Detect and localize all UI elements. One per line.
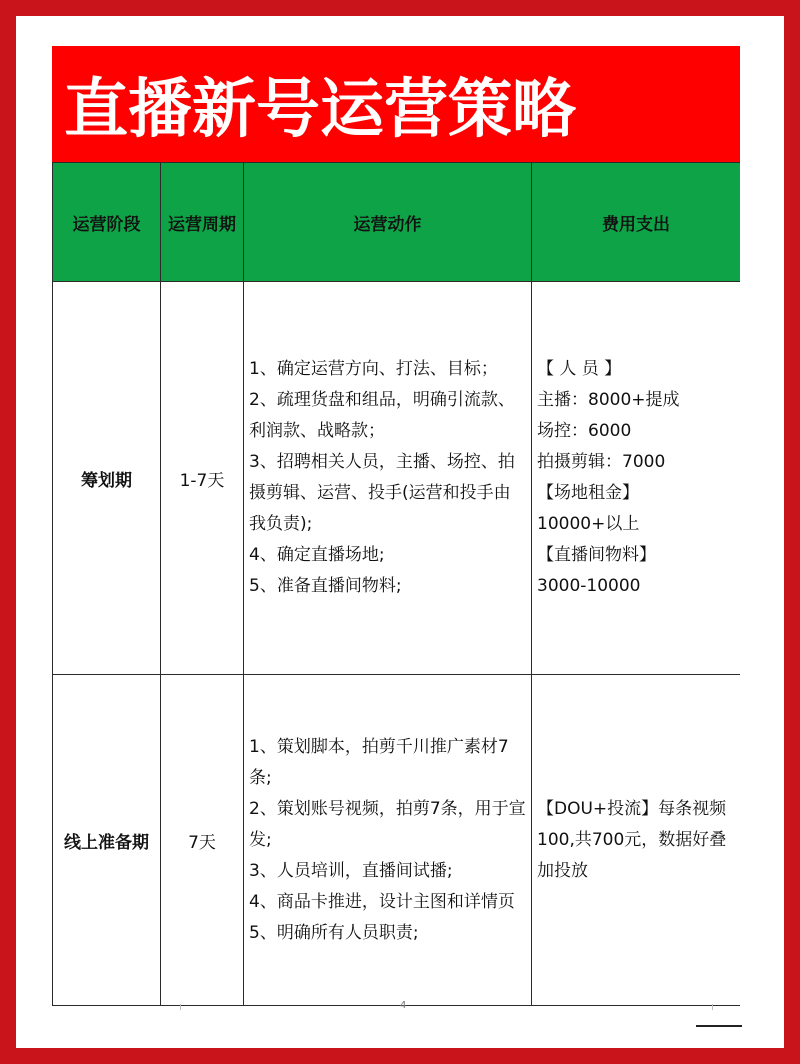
action-item: 4、商品卡推进，设计主图和详情页 [249, 891, 515, 912]
page-number: 4 [400, 1000, 407, 1011]
costs-cell [532, 675, 741, 1006]
cost-item: 【直播间物料】 [537, 545, 656, 565]
actions-cell [244, 282, 532, 675]
table-header-row [53, 163, 741, 282]
action-item: 2、策划账号视频，拍剪7条，用于宣发; [249, 798, 526, 850]
action-item: 5、准备直播间物料; [249, 576, 402, 596]
action-item: 1、策划脚本，拍剪千川推广素材7条; [249, 736, 509, 788]
header-stage: 运营阶段 [53, 163, 161, 282]
stage-cell: 线上准备期 [53, 675, 161, 1006]
scan-mark [712, 1004, 713, 1010]
action-item: 4、确定直播场地; [249, 545, 385, 565]
cost-item: 【场地租金】 [537, 483, 639, 503]
strategy-card [52, 46, 740, 1006]
action-item: 5、明确所有人员职责; [249, 922, 419, 943]
period-cell: 1-7天 [161, 282, 244, 675]
table-row [53, 282, 741, 675]
cost-item: 10000+以上 [537, 514, 640, 534]
strategy-table [52, 162, 740, 1006]
cost-item: 【 人 员 】 [537, 359, 622, 379]
header-actions: 运营动作 [244, 163, 532, 282]
costs-cell [532, 282, 741, 675]
page-title: 直播新号运营策略 [64, 73, 576, 147]
actions-cell [244, 675, 532, 1006]
page-frame [16, 16, 784, 1048]
cost-item: 主播：8000+提成 [537, 390, 680, 410]
stage-cell: 筹划期 [53, 282, 161, 675]
cost-item: 【DOU+投流】每条视频100,共700元，数据好叠加投放 [537, 798, 727, 881]
header-costs: 费用支出 [532, 163, 741, 282]
title-bar [52, 46, 740, 162]
cost-item: 3000-10000 [537, 576, 641, 596]
action-item: 3、人员培训，直播间试播; [249, 860, 453, 881]
action-item: 3、招聘相关人员，主播、场控、拍摄剪辑、运营、投手(运营和投手由我负责); [249, 452, 515, 534]
table-row [53, 675, 741, 1006]
period-cell: 7天 [161, 675, 244, 1006]
header-period: 运营周期 [161, 163, 244, 282]
scan-mark [180, 1004, 181, 1010]
cost-item: 拍摄剪辑：7000 [537, 452, 666, 472]
action-item: 2、疏理货盘和组品，明确引流款、利润款、战略款； [249, 390, 515, 441]
action-item: 1、确定运营方向、打法、目标； [249, 359, 498, 379]
divider [696, 1025, 742, 1027]
cost-item: 场控：6000 [537, 421, 632, 441]
